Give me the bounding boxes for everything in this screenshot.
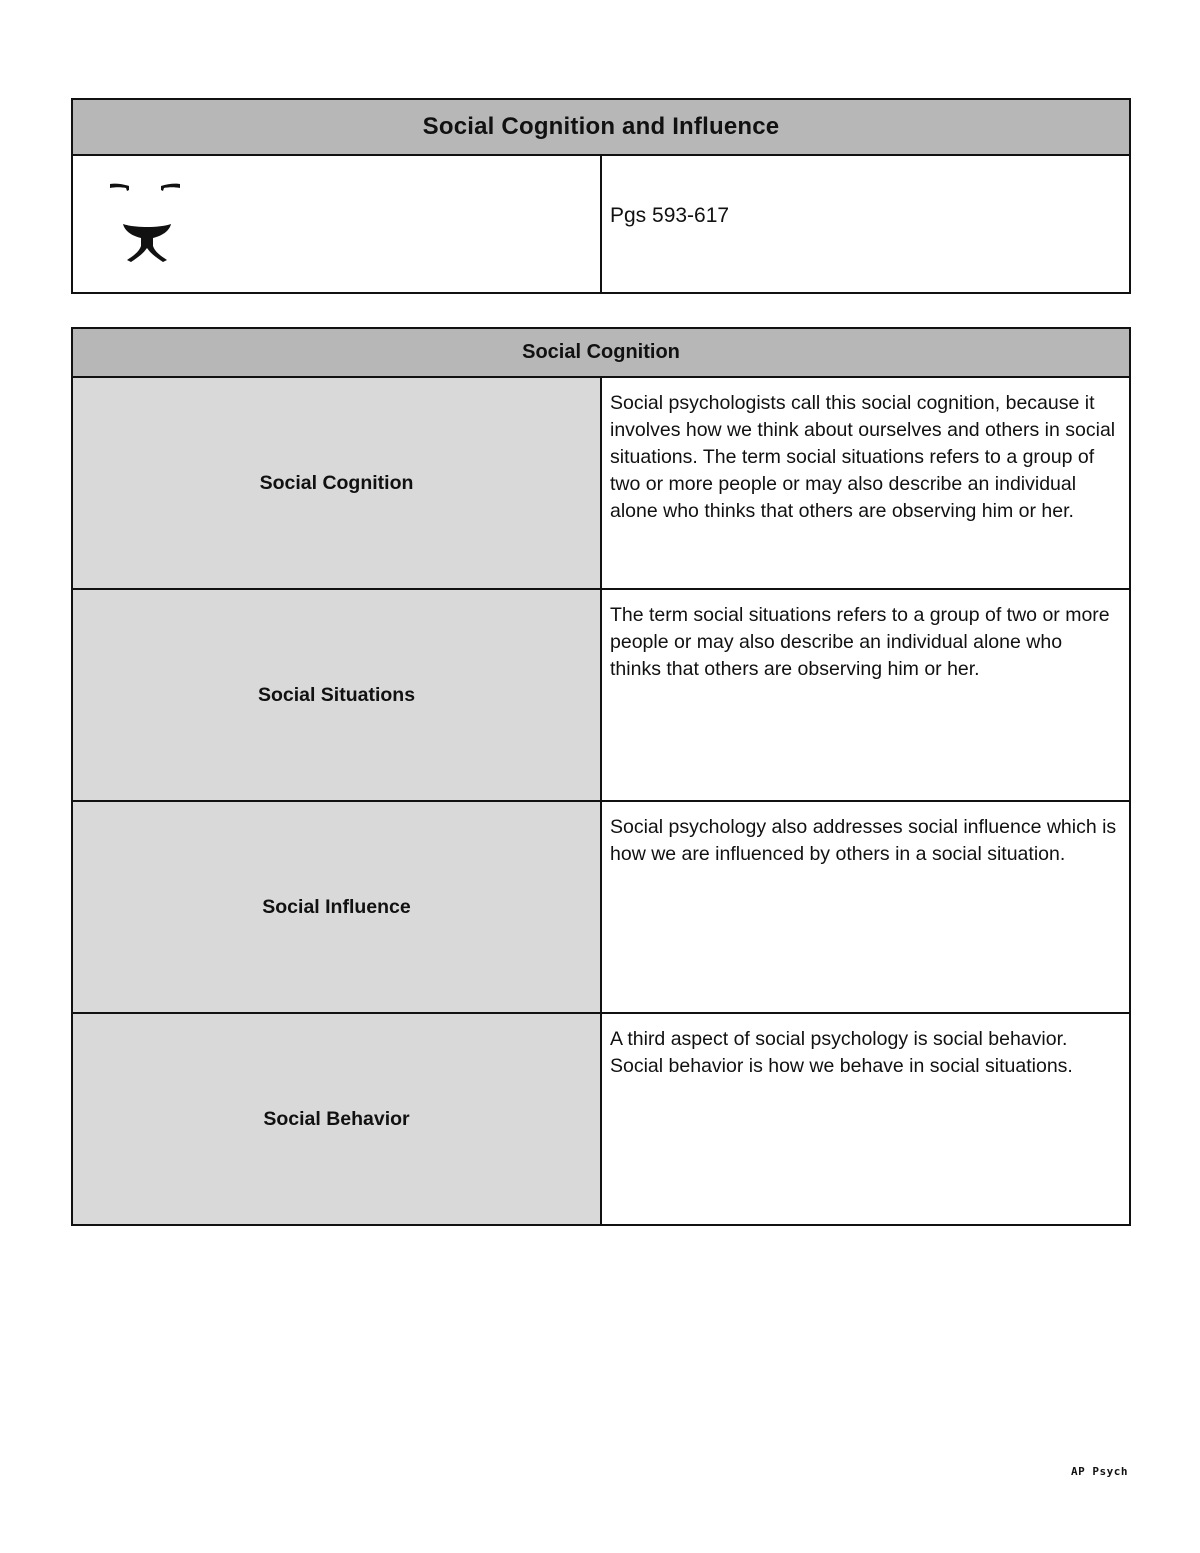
definition-cell: Social psychologists call this social cognition, because it involves how we think about ourselves and others in social situations. The term social situations refers to a group of two or more people or may also describe an individual alone who thinks that others are observing him or her. — [601, 377, 1130, 589]
section-title: Social Cognition — [72, 328, 1130, 377]
footer-label: AP Psych — [1071, 1465, 1128, 1478]
definition-cell: The term social situations refers to a group of two or more people or may also describe an individual alone who thinks that others are observing him or her. — [601, 589, 1130, 801]
page-range-text: Pgs 593-617 — [610, 204, 730, 227]
table-row — [72, 1013, 1130, 1225]
table-row — [72, 589, 1130, 801]
term-cell: Social Situations — [72, 589, 601, 801]
lion-face-icon — [101, 182, 193, 272]
definition-cell: Social psychology also addresses social influence which is how we are influenced by others in a social situation. — [601, 801, 1130, 1013]
term-cell: Social Influence — [72, 801, 601, 1013]
term-cell: Social Behavior — [72, 1013, 601, 1225]
document-title: Social Cognition and Influence — [72, 99, 1130, 155]
table-row — [72, 801, 1130, 1013]
definition-cell: A third aspect of social psychology is social behavior. Social behavior is how we behave in social situations. — [601, 1013, 1130, 1225]
table-row — [72, 377, 1130, 589]
page-range — [601, 155, 1130, 293]
title-table — [71, 98, 1131, 294]
term-cell: Social Cognition — [72, 377, 601, 589]
notes-table — [71, 327, 1131, 1226]
logo-cell — [72, 155, 601, 293]
